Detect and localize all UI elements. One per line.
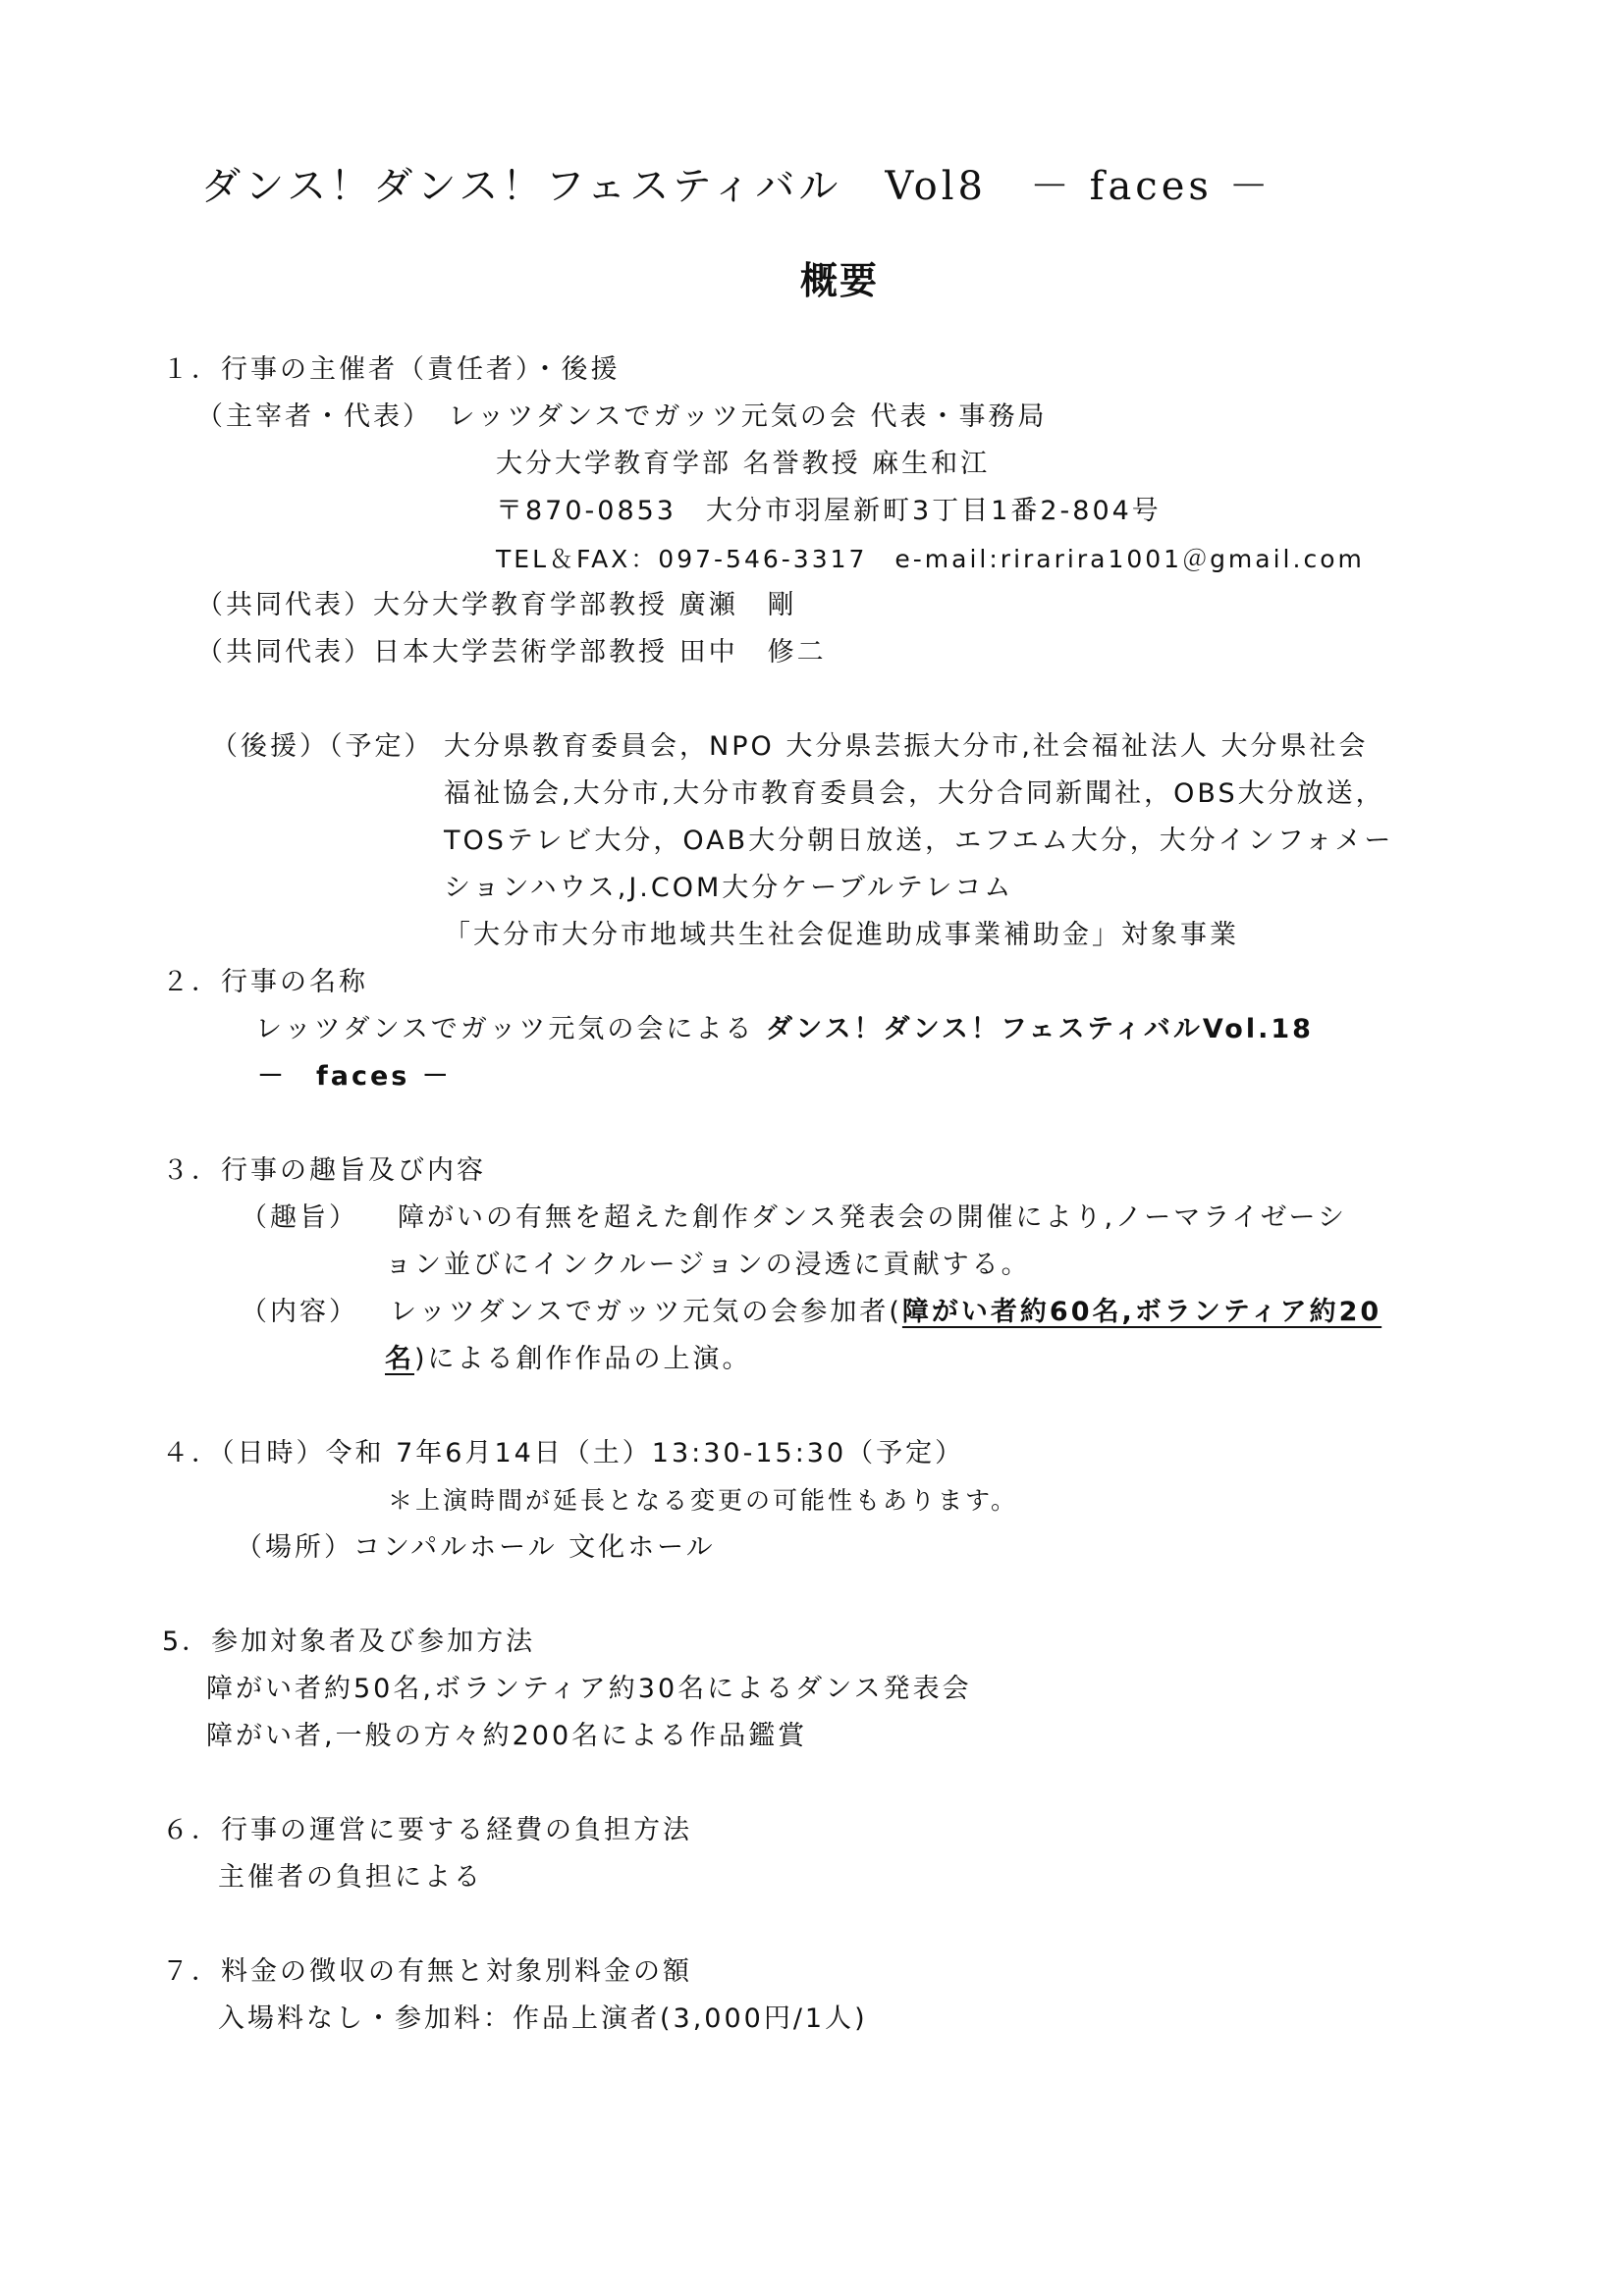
content-line-2 [385,1343,752,1376]
support-line-3: TOSテレビ大分，OAB大分朝日放送，エフエム大分，大分インフォメー [444,826,1394,856]
aim-line-2: ョン並びにインクルージョンの浸透に貢献する。 [385,1250,1031,1280]
aim-label: （趣旨） [241,1202,358,1233]
content-label: （内容） [241,1297,358,1327]
content-bold-1: 障がい者約60名,ボランティア約20 [901,1297,1382,1327]
event-name-bold: ダンス！ダンス！フェスティバルVol.18 [765,1014,1314,1044]
place-line: （場所）コンパルホール 文化ホール [236,1532,716,1563]
fee-line: 入場料なし・参加料：作品上演者(3,000円/1人) [218,2003,868,2034]
support-label: （後援）（予定） [211,731,434,762]
section-1-heading: １．行事の主催者（責任者）・後援 [162,354,621,385]
content-line-1 [390,1296,1381,1329]
document-title: ダンス！ダンス！フェスティバル Vol8 － faces － [201,164,1272,209]
content-bold-2: 名 [385,1344,414,1374]
event-name-prefix: レッツダンスでガッツ元気の会による [255,1014,755,1044]
support-line-2: 福祉協会,大分市,大分市教育委員会，大分合同新聞社，OBS大分放送， [444,778,1385,809]
support-line-5: 「大分市大分市地域共生社会促進助成事業補助金」対象事業 [444,920,1239,950]
date-note: ＊上演時間が延長となる変更の可能性もあります。 [388,1486,1019,1515]
section-2-heading: ２．行事の名称 [162,967,368,997]
content-prefix: レッツダンスでガッツ元気の会参加者( [390,1297,902,1327]
co-representative-2: （共同代表）日本大学芸術学部教授 田中 修二 [196,637,827,667]
participants-line-1: 障がい者約50名,ボランティア約30名によるダンス発表会 [206,1674,972,1704]
co-representative-1: （共同代表）大分大学教育学部教授 廣瀬 剛 [196,590,797,620]
organizer-contact: TEL＆FAX：097-546-3317 e-mail:rirarira1001＠gmail.com [496,545,1365,573]
support-line-1: 大分県教育委員会，NPO 大分県芸振大分市,社会福祉法人 大分県社会 [444,731,1369,762]
organizer-affiliation: 大分大学教育学部 名誉教授 麻生和江 [496,449,991,479]
aim-line-1: 障がいの有無を超えた創作ダンス発表会の開催により,ノーマライゼーシ [398,1202,1347,1233]
support-line-4: ションハウス,J.COM大分ケーブルテレコム [444,873,1014,903]
section-5-heading: 5．参加対象者及び参加方法 [162,1627,536,1657]
document-subtitle: 概要 [800,258,880,302]
organizer-address: 〒870-0853 大分市羽屋新町3丁目1番2-804号 [496,496,1162,526]
participants-line-2: 障がい者,一般の方々約200名による作品鑑賞 [206,1721,808,1751]
date-line: ４．（日時）令和 7年6月14日（土）13:30-15:30（予定） [162,1438,965,1468]
section-6-heading: ６．行事の運営に要する経費の負担方法 [162,1815,692,1845]
section-3-heading: ３．行事の趣旨及び内容 [162,1155,486,1186]
event-name-subtitle: － faces － [257,1061,452,1092]
organizer-line: （主宰者・代表） レッツダンスでガッツ元気の会 代表・事務局 [196,401,1048,432]
content-suffix: )による創作作品の上演。 [414,1344,752,1374]
event-name-line [255,1013,1314,1046]
section-7-heading: ７．料金の徴収の有無と対象別料金の額 [162,1956,692,1987]
cost-line: 主催者の負担による [218,1862,483,1893]
